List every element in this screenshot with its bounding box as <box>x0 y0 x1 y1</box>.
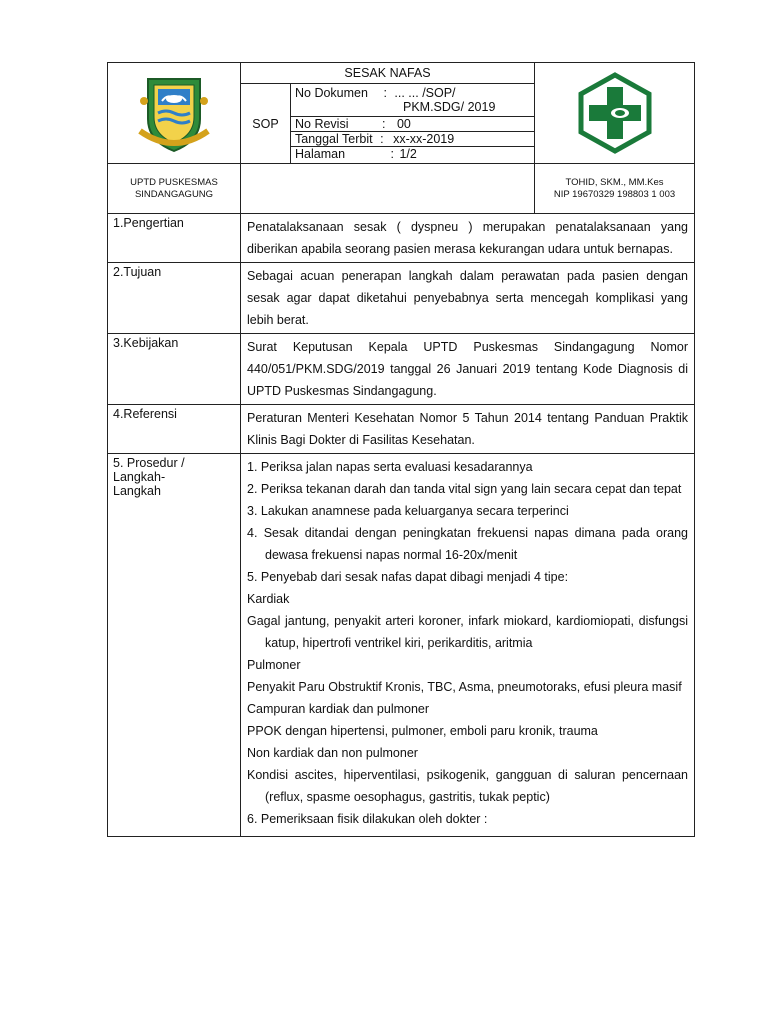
campuran-title: Campuran kardiak dan pulmoner <box>247 702 430 716</box>
section-label-referensi: 4.Referensi <box>108 405 241 454</box>
non-text: Kondisi ascites, hiperventilasi, psikogenik, gangguan di saluran pencernaan (reflux, spasme oesophagus, gastritis, tukak peptic) <box>247 768 688 804</box>
list-item: 3. Lakukan anamnese pada keluarganya secara terperinci <box>247 504 569 518</box>
kardiak-text: Gagal jantung, penyakit arteri koroner, infark miokard, kardiomiopati, disfungsi katup, hipertrofi ventrikel kiri, perikarditis, aritmia <box>247 614 688 650</box>
org-line1: UPTD PUSKESMAS <box>130 176 218 188</box>
list-item: 4. Sesak ditandai dengan peningkatan frekuensi napas dimana pada orang dewasa frekuensi napas normal 16-20x/menit <box>247 526 688 562</box>
sop-document <box>107 62 694 837</box>
referensi-text: Peraturan Menteri Kesehatan Nomor 5 Tahun 2014 tentang Panduan Praktik Klinis Bagi Dokter di Fasilitas Kesehatan. <box>247 411 688 447</box>
signer-name: TOHID, SKM., MM.Kes <box>565 176 664 188</box>
section-label-prosedur <box>108 454 241 837</box>
section-text-pengertian <box>241 214 695 263</box>
list-item: 2. Periksa tekanan darah dan tanda vital sign yang lain secara cepat dan tepat <box>247 482 682 496</box>
section-label-tujuan: 2.Tujuan <box>108 263 241 334</box>
blank-cell <box>241 164 535 214</box>
meta-table <box>291 86 534 161</box>
pengertian-text: Penatalaksanaan sesak ( dyspneu ) merupakan penatalaksanaan yang diberikan apabila seorang pasien merasa kekurangan udara untuk bernapas. <box>247 220 688 256</box>
kebijakan-text: Surat Keputusan Kepala UPTD Puskesmas Sindangagung Nomor 440/051/PKM.SDG/2019 tanggal 26 Januari 2019 tentang Kode Diagnosis di UPTD Puskesmas Sindangagung. <box>247 340 688 398</box>
meta-value: xx-xx-2019 <box>393 132 455 146</box>
meta-sep: : <box>390 147 394 161</box>
meta-label: Tanggal Terbit <box>295 132 373 146</box>
meta-value: 00 <box>396 117 411 131</box>
sop-label: SOP <box>241 84 291 164</box>
meta-value: 1/2 <box>399 147 417 161</box>
meta-value: ... ... /SOP/ <box>394 86 456 100</box>
list-item: 1. Periksa jalan napas serta evaluasi kesadarannya <box>247 460 533 474</box>
section-text-prosedur <box>241 454 695 837</box>
org-name-cell <box>108 164 241 214</box>
puskesmas-logo-icon <box>535 63 694 163</box>
section-text-kebijakan <box>241 334 695 405</box>
signer-nip: NIP 19670329 198803 1 003 <box>553 188 676 200</box>
org-line2: SINDANGAGUNG <box>134 188 214 200</box>
kardiak-title: Kardiak <box>247 592 290 606</box>
meta-cell <box>291 84 535 164</box>
prosedur-steps <box>247 456 688 588</box>
regency-seal-icon <box>108 63 240 163</box>
section-label-pengertian: 1.Pengertian <box>108 214 241 263</box>
meta-sep: : <box>380 132 384 146</box>
section-text-tujuan <box>241 263 695 334</box>
meta-row-dokumen <box>291 86 534 117</box>
signer-cell <box>535 164 695 214</box>
meta-row-tanggal <box>291 132 534 147</box>
prosedur-label-line1: 5. Prosedur / <box>113 456 185 470</box>
prosedur-label-line2: Langkah- <box>113 470 166 484</box>
meta-row-revisi <box>291 117 534 132</box>
pulmoner-title: Pulmoner <box>247 658 301 672</box>
meta-label: Halaman <box>295 147 346 161</box>
list-item: 5. Penyebab dari sesak nafas dapat dibagi menjadi 4 tipe: <box>247 570 569 584</box>
prosedur-label-line3: Langkah <box>113 484 161 498</box>
non-title: Non kardiak dan non pulmoner <box>247 746 418 760</box>
meta-value2: PKM.SDG/ 2019 <box>403 100 496 114</box>
sop-table <box>107 62 695 837</box>
pulmoner-text: Penyakit Paru Obstruktif Kronis, TBC, Asma, pneumotoraks, efusi pleura masif <box>247 680 682 694</box>
right-logo-cell <box>535 63 695 164</box>
meta-sep: : <box>383 86 387 100</box>
document-title: SESAK NAFAS <box>241 63 535 84</box>
meta-label: No Revisi <box>295 117 349 131</box>
section-label-kebijakan: 3.Kebijakan <box>108 334 241 405</box>
meta-sep: : <box>381 117 386 131</box>
left-logo-cell <box>108 63 241 164</box>
step-6: 6. Pemeriksaan fisik dilakukan oleh dokter : <box>247 812 488 826</box>
section-text-referensi <box>241 405 695 454</box>
meta-label: No Dokumen <box>295 86 368 100</box>
tujuan-text: Sebagai acuan penerapan langkah dalam perawatan pada pasien dengan sesak agar dapat diketahui penyebabnya serta mencegah komplikasi yang lebih berat. <box>247 269 688 327</box>
campuran-text: PPOK dengan hipertensi, pulmoner, emboli paru kronik, trauma <box>247 724 598 738</box>
meta-row-halaman <box>291 147 534 162</box>
